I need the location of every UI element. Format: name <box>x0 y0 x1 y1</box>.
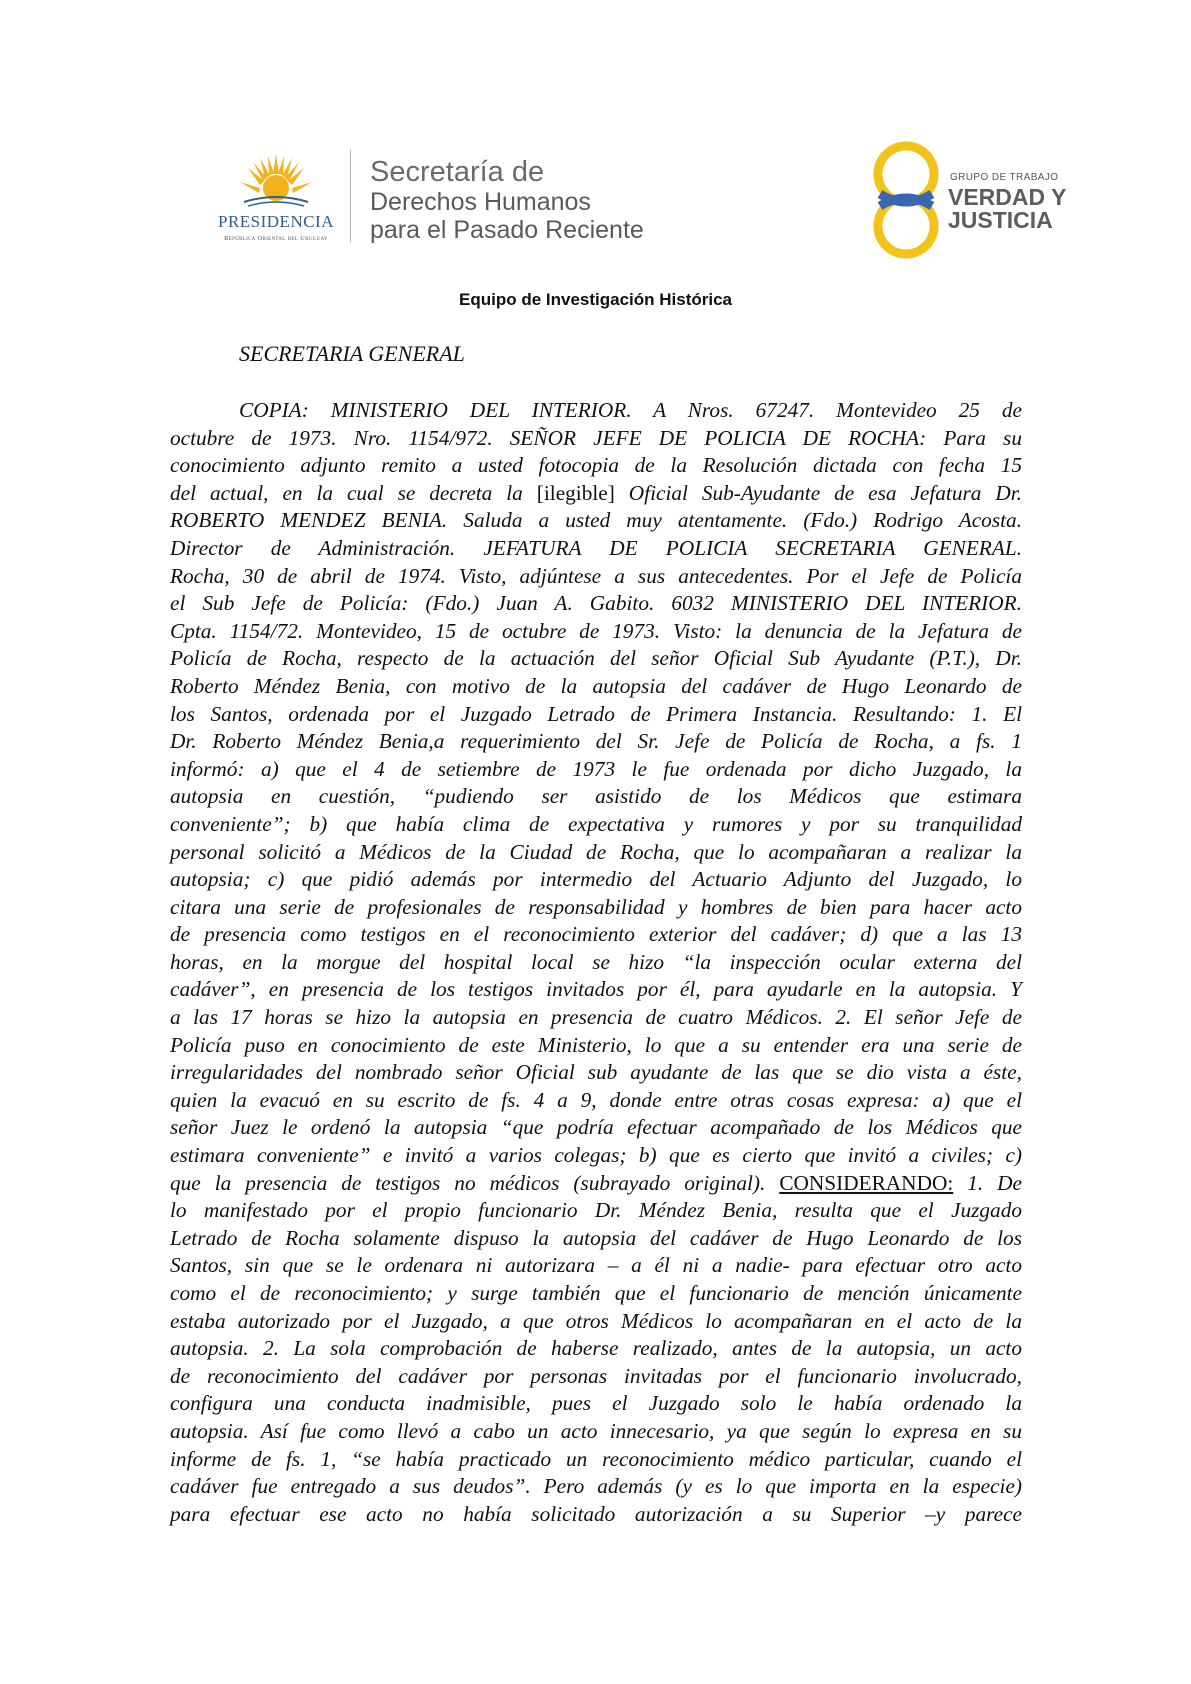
body-line: Santos, sin que se le ordenara ni autorizara – a él ni a nadie- para efectuar otro acto <box>170 1253 1022 1278</box>
body-line: autopsia. 2. La sola comprobación de haberse realizado, antes de la autopsia, un acto <box>170 1336 1022 1361</box>
body-line: citara una serie de profesionales de responsabilidad y hombres de bien para hacer acto <box>170 894 1022 919</box>
body-line: cadáver fue entregado a sus deudos”. Pero además (y es lo que importa en la especie) <box>170 1474 1022 1499</box>
verdad-label: VERDAD Y <box>948 184 1067 210</box>
presidencia-name: PRESIDENCIA <box>217 212 334 231</box>
section-title: SECRETARIA GENERAL <box>239 341 465 366</box>
body-line: informó: a) que el 4 de setiembre de 1973 le fue ordenada por dicho Juzgado, la <box>170 756 1022 781</box>
secretaria-line-2: Derechos Humanos <box>370 188 591 216</box>
body-line: octubre de 1973. Nro. 1154/972. SEÑOR JEFE DE POLICIA DE ROCHA: Para su <box>170 425 1022 450</box>
body-line: autopsia en cuestión, “pudiendo ser asistido de los Médicos que estimara <box>170 784 1022 809</box>
body-line-text: que la presencia de testigos no médicos (subrayado original). <box>170 1170 766 1195</box>
presidencia-logo <box>196 152 356 252</box>
body-line-text: del actual, en la cual se decreta la <box>170 480 523 505</box>
linked-rings-icon <box>866 140 946 260</box>
body-line: lo manifestado por el propio funcionario Dr. Méndez Benia, resulta que el Juzgado <box>170 1198 1022 1223</box>
body-line: para efectuar ese acto no había solicitado autorización a su Superior –y parece <box>170 1501 1022 1526</box>
body-line: horas, en la morgue del hospital local se hizo “la inspección ocular externa del <box>170 949 1022 974</box>
body-line: Policía puso en conocimiento de este Ministerio, lo que a su entender era una serie de <box>170 1032 1022 1057</box>
body-line: conocimiento adjunto remito a usted fotocopia de la Resolución dictada con fecha 15 <box>170 453 1022 478</box>
body-line: informe de fs. 1, “se había practicado un reconocimiento médico particular, cuando el <box>170 1446 1022 1471</box>
body-line: cadáver”, en presencia de los testigos invitados por él, para ayudarle en la autopsia. Y <box>170 977 1022 1002</box>
body-line: Letrado de Rocha solamente dispuso la autopsia del cadáver de Hugo Leonardo de los <box>170 1225 1022 1250</box>
body-line: Policía de Rocha, respecto de la actuación del señor Oficial Sub Ayudante (P.T.), Dr. <box>170 646 1022 671</box>
body-line: Dr. Roberto Méndez Benia,a requerimiento del Sr. Jefe de Policía de Rocha, a fs. 1 <box>170 729 1022 754</box>
secretaria-title <box>370 158 644 243</box>
body-line <box>170 480 1022 508</box>
body-line: el Sub Jefe de Policía: (Fdo.) Juan A. Gabito. 6032 MINISTERIO DEL INTERIOR. <box>170 591 1022 616</box>
justicia-label: JUSTICIA <box>948 207 1053 233</box>
body-line: Director de Administración. JEFATURA DE POLICIA SECRETARIA GENERAL. <box>170 535 1022 560</box>
secretaria-line-1: Secretaría de <box>370 156 545 188</box>
sun-emblem-icon <box>238 152 314 212</box>
body-line: ROBERTO MENDEZ BENIA. Saluda a usted muy atentamente. (Fdo.) Rodrigo Acosta. <box>170 508 1022 533</box>
verdad-justicia-logo <box>866 140 1086 260</box>
body-line-text: 1. De <box>967 1170 1022 1195</box>
body-line <box>170 1170 1022 1198</box>
body-line: autopsia. Así fue como llevó a cabo un acto innecesario, ya que según lo expresa en su <box>170 1418 1022 1443</box>
body-line: de presencia como testigos en el reconocimiento exterior del cadáver; d) que a las 13 <box>170 922 1022 947</box>
body-line: quien la evacuó en su escrito de fs. 4 a 9, donde entre otras cosas expresa: a) que el <box>170 1087 1022 1112</box>
document-heading: Equipo de Investigación Histórica <box>459 290 732 309</box>
body-line: Rocha, 30 de abril de 1974. Visto, adjúntese a sus antecedentes. Por el Jefe de Policía <box>170 563 1022 588</box>
body-line: conveniente”; b) que había clima de expectativa y rumores y por su tranquilidad <box>170 811 1022 836</box>
body-line: estimara conveniente” e invitó a varios colegas; b) que es cierto que invitó a civiles; c) <box>170 1143 1022 1168</box>
secretaria-line-3: para el Pasado Reciente <box>370 216 644 244</box>
body-line: COPIA: MINISTERIO DEL INTERIOR. A Nros. 67247. Montevideo 25 de <box>239 398 1022 422</box>
body-line: estaba autorizado por el Juzgado, a que otros Médicos lo acompañaran en el acto de la <box>170 1308 1022 1333</box>
header-divider <box>350 150 351 242</box>
body-line: de reconocimiento del cadáver por personas invitadas por el funcionario involucrado, <box>170 1363 1022 1388</box>
body-line: señor Juez le ordenó la autopsia “que podría efectuar acompañado de los Médicos que <box>170 1115 1022 1140</box>
body-line: a las 17 horas se hizo la autopsia en presencia de cuatro Médicos. 2. El señor Jefe de <box>170 1005 1022 1030</box>
body-line: configura una conducta inadmisible, pues el Juzgado solo le había ordenado la <box>170 1391 1022 1416</box>
body-line: personal solicitó a Médicos de la Ciudad de Rocha, que lo acompañaran a realizar la <box>170 839 1022 864</box>
illegible-mark: [ilegible] <box>536 480 615 505</box>
body-line: Roberto Méndez Benia, con motivo de la autopsia del cadáver de Hugo Leonardo de <box>170 673 1022 698</box>
body-line: autopsia; c) que pidió además por intermedio del Actuario Adjunto del Juzgado, lo <box>170 867 1022 892</box>
body-line-text: Oficial Sub-Ayudante de esa Jefatura Dr. <box>628 480 1022 505</box>
considerando-label: CONSIDERANDO: <box>779 1170 954 1195</box>
body-line: como el de reconocimiento; y surge también que el funcionario de mención únicamente <box>170 1281 1022 1305</box>
presidencia-subtitle: República Oriental del Uruguay <box>224 235 328 242</box>
grupo-label: GRUPO DE TRABAJO <box>950 172 1059 183</box>
document-body <box>170 397 1022 1528</box>
body-line: Cpta. 1154/72. Montevideo, 15 de octubre de 1973. Visto: la denuncia de la Jefatura de <box>170 618 1022 643</box>
body-line: irregularidades del nombrado señor Oficial sub ayudante de las que se dio vista a éste, <box>170 1060 1022 1085</box>
body-line: los Santos, ordenada por el Juzgado Letrado de Primera Instancia. Resultando: 1. El <box>170 701 1022 726</box>
